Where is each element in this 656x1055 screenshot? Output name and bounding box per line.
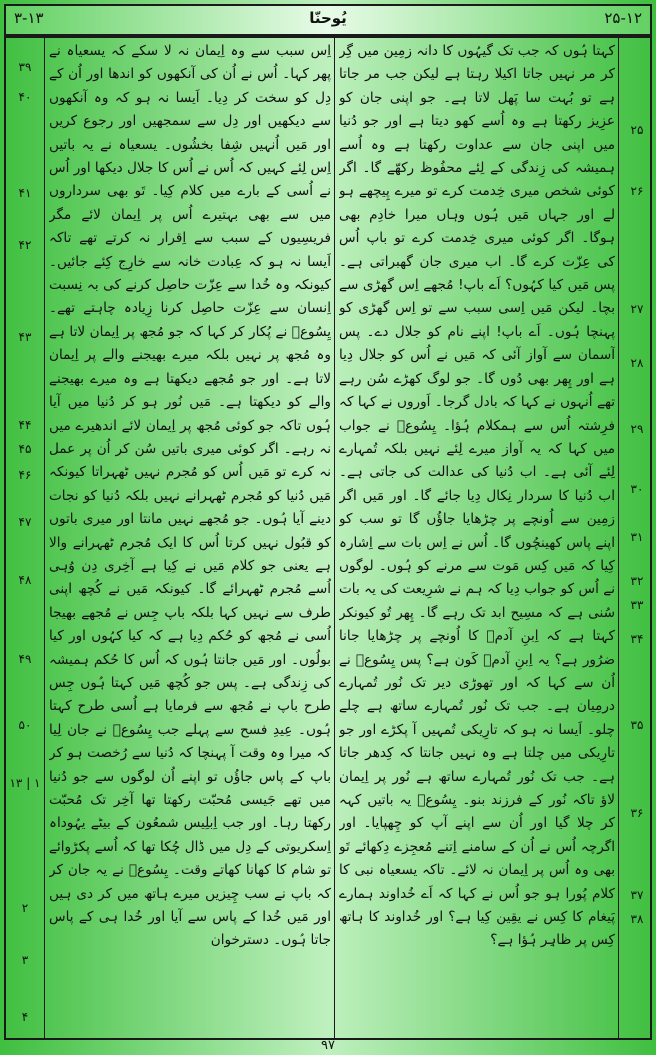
left-column-paragraph: اِس سبب سے وہ اِیمان نہ لا سکے کہ یسعیاہ نے پھر کہا۔ اُس نے اُن کی آنکھوں کو اندھا اور اُن کے دِل کو سخت کر دِیا۔ اَیسا نہ ہو کہ وہ آنکھوں سے دیکھیں اور دِل سے سمجھیں اور رجوع کریں اور مَیں اُنہیں شِفا بخشُوں۔ یسعیاہ نے یہ باتیں اِس لِئے کہیں کہ اُس نے اُس کا جلال دیکھا اور اُس نے اُسی کے بارے میں کلام کِیا۔ تَو بھی سرداروں میں سے بھی بہتیرے اُس پر اِیمان لائے مگر فریسِیوں کے سبب سے اِقرار نہ کرتے تھے تاکہ اَیسا نہ ہو کہ عِبادت خانہ سے خارِج کِئے جائیں۔ کیونکہ وہ خُدا سے عِزّت حاصِل کرنے کی بہ نِسبت اِنسان سے عِزّت حاصِل کرنا زِیادہ چاہتے تھے۔ یِسُوعؔ نے پُکار کر کہا کہ جو مُجھ پر اِیمان لاتا ہے وہ مُجھ پر نہیں بلکہ میرے بھیجنے والے پر اِیمان لاتا ہے۔ اور جو مُجھے دیکھتا ہے وہ میرے بھیجنے والے کو دیکھتا ہے۔ مَیں نُور ہو کر دُنیا میں آیا ہُوں تاکہ جو کوئی مُجھ پر اِیمان لائے اندھیرے میں نہ رہے۔ اگر کوئی میری باتیں سُن کر اُن پر عمل نہ کرے تو مَیں اُس کو مُجرم نہیں ٹھہراتا کیونکہ مَیں دُنیا کو مُجرم ٹھہرانے نہیں بلکہ دُنیا کو نجات دینے آیا ہُوں۔ جو مُجھے نہیں مانتا اور میری باتوں کو قبُول نہیں کرتا اُس کا ایک مُجرم ٹھہرانے والا ہے یعنی جو کلام مَیں نے کِیا ہے آخِری دِن وُہی اُسے مُجرم ٹھہرائے گا۔ کیونکہ مَیں نے کُچھ اپنی طرف سے نہیں کہا بلکہ باپ جِس نے مُجھے بھیجا اُسی نے مُجھ کو حُکم دِیا ہے کہ کیا کہُوں اور کیا بولُوں۔ اور مَیں جانتا ہُوں کہ اُس کا حُکم ہمیشہ کی زِندگی ہے۔ پس جو کُچھ مَیں کہتا ہُوں جِس طرح باپ نے مُجھ سے فرمایا ہے اُسی طرح کہتا ہُوں۔ عِیدِ فسح سے پہلے جب یِسُوعؔ نے جان لِیا کہ میرا وہ وقت آ پہنچا کہ دُنیا سے رُخصت ہو کر باپ کے پاس جاؤُں تو اپنے اُن لوگوں سے جو دُنیا میں تھے جَیسی مُحبّت رکھتا تھا آخِر تک مُحبّت رکھتا رہا۔ اور جب اِبلِیس شمعُون کے بیٹے یہُوداہ اِسکریوتی کے دِل میں ڈال چُکا تھا کہ اُسے پکڑوائے تو شام کا کھانا کھاتے وقت۔ یِسُوعؔ نے یہ جان کر کہ باپ نے سب چِیزیں میرے ہاتھ میں کر دی ہیں اور مَیں خُدا کے پاس سے آیا اور خُدا ہی کے پاس جاتا ہُوں۔ دسترخوان <box>49 43 331 949</box>
verse-number: ۳۷ <box>630 888 644 902</box>
verse-number: ۴۰ <box>18 90 32 104</box>
left-column-text <box>49 40 331 1036</box>
verse-number: ۲۷ <box>630 302 644 316</box>
header-chapter-range-left: ۳-۱۳ <box>14 9 44 27</box>
verse-number: ۴۱ <box>18 186 32 200</box>
verse-number: ۳۳ <box>630 598 644 612</box>
verse-number: ۲۸ <box>630 356 644 370</box>
header-book-title: یُوحنّا <box>309 9 347 27</box>
verse-number: ۳۸ <box>630 912 644 926</box>
verse-number: ۲۶ <box>630 184 644 198</box>
right-verse-numbers <box>618 38 655 1038</box>
verse-number: ۳۰ <box>630 482 644 496</box>
right-text-column <box>334 38 619 1038</box>
verse-number: ۳۴ <box>630 632 644 646</box>
page-number: ۹۷ <box>321 1038 335 1053</box>
verse-number: ۳۵ <box>630 718 644 732</box>
header-chapter-range-right: ۲۵-۱۲ <box>604 9 642 27</box>
verse-number: ۵۰ <box>18 718 32 732</box>
verse-number: ۲ <box>21 901 29 915</box>
verse-number: ۱۳ | ۱ <box>9 776 41 790</box>
verse-number: ۳۹ <box>18 60 32 74</box>
verse-number: ۴ <box>21 1010 29 1024</box>
verse-number: ۳۱ <box>630 530 644 544</box>
verse-number: ۴۲ <box>18 238 32 252</box>
left-verse-numbers <box>6 38 44 1038</box>
verse-number: ۳۶ <box>630 806 644 820</box>
verse-number: ۴۹ <box>18 652 32 666</box>
page-body <box>4 36 652 1040</box>
verse-number: ۲۹ <box>630 422 644 436</box>
verse-number: ۳۲ <box>630 574 644 588</box>
page-header <box>4 4 652 36</box>
verse-number: ۴۴ <box>18 418 32 432</box>
verse-number: ۴۷ <box>18 515 32 529</box>
verse-number: ۴۶ <box>18 468 32 482</box>
right-column-paragraph: کہتا ہُوں کہ جب تک گیہُوں کا دانہ زمِین میں گِر کر مر نہیں جاتا اکیلا رہتا ہے لیکن جب مر جاتا ہے تو بُہت سا پَھل لاتا ہے۔ جو اپنی جان کو عزِیز رکھتا ہے وہ اُسے کھو دیتا ہے اور جو دُنیا میں اپنی جان سے عداوت رکھتا ہے وہ اُسے ہمیشہ کی زِندگی کے لِئے محفُوظ رکھّے گا۔ اگر کوئی شخص میری خِدمت کرے تو میرے پِیچھے ہو لے اور جہاں مَیں ہُوں وہاں میرا خادِم بھی ہوگا۔ اگر کوئی میری خِدمت کرے تو باپ اُس کی عِزّت کرے گا۔ اب میری جان گھبراتی ہے۔ پس مَیں کیا کہُوں؟ اَے باپ! مُجھے اِس گھڑی سے بچا۔ لیکن مَیں اِسی سبب سے تو اِس گھڑی کو پہنچا ہُوں۔ اَے باپ! اپنے نام کو جلال دے۔ پس آسمان سے آواز آئی کہ مَیں نے اُس کو جلال دِیا ہے اور پِھر بھی دُوں گا۔ جو لوگ کھڑے سُن رہے تھے اُنہوں نے کہا کہ بادل گرجا۔ اَوروں نے کہا کہ فرِشتہ اُس سے ہمکلام ہُؤا۔ یِسُوعؔ نے جواب میں کہا کہ یہ آواز میرے لِئے نہیں بلکہ تُمہارے لِئے آئی ہے۔ اب دُنیا کی عدالت کی جاتی ہے۔ اب دُنیا کا سردار نِکال دِیا جائے گا۔ اور مَیں اگر زمِین سے اُونچے پر چڑھایا جاؤُں گا تو سب کو اپنے پاس کھینچُوں گا۔ اُس نے اِس بات سے اِشارہ کِیا کہ مَیں کِس مَوت سے مرنے کو ہُوں۔ لوگوں نے اُس کو جواب دِیا کہ ہم نے شرِیعت کی یہ بات سُنی ہے کہ مسِیح ابد تک رہے گا۔ پِھر تُو کیونکر کہتا ہے کہ اِبنِ آدمؔ کا اُونچے پر چڑھایا جانا ضرُور ہے؟ یہ اِبنِ آدمؔ کَون ہے؟ پس یِسُوعؔ نے اُن سے کہا کہ اور تھوڑی دیر تک نُور تُمہارے درمِیان ہے۔ جب تک نُور تُمہارے ساتھ ہے چلے چلو۔ اَیسا نہ ہو کہ تارِیکی تُمہیں آ پکڑے اور جو تارِیکی میں چلتا ہے وہ نہیں جانتا کہ کِدھر جاتا ہے۔ جب تک نُور تُمہارے ساتھ ہے نُور پر اِیمان لاؤ تاکہ نُور کے فرزند بنو۔ یِسُوعؔ یہ باتیں کہہ کر چلا گیا اور اُن سے اپنے آپ کو چِھپایا۔ اور اگرچہ اُس نے اُن کے سامنے اِتنے مُعجِزے دِکھائے تَو بھی وہ اُس پر اِیمان نہ لائے۔ تاکہ یسعیاہ نبی کا کلام پُورا ہو جو اُس نے کہا کہ اَے خُداوند ہمارے پَیغام کا کِس نے یقِین کِیا ہے؟ اور خُداوند کا ہاتھ کِس پر ظاہِر ہُؤا ہے؟ <box>339 43 615 949</box>
verse-number: ۳ <box>21 953 29 967</box>
verse-number: ۴۵ <box>18 442 32 456</box>
verse-number: ۴۳ <box>18 330 32 344</box>
verse-number: ۲۵ <box>630 123 644 137</box>
left-text-column <box>44 38 335 1038</box>
right-column-text <box>339 40 615 1036</box>
verse-number: ۴۸ <box>18 573 32 587</box>
